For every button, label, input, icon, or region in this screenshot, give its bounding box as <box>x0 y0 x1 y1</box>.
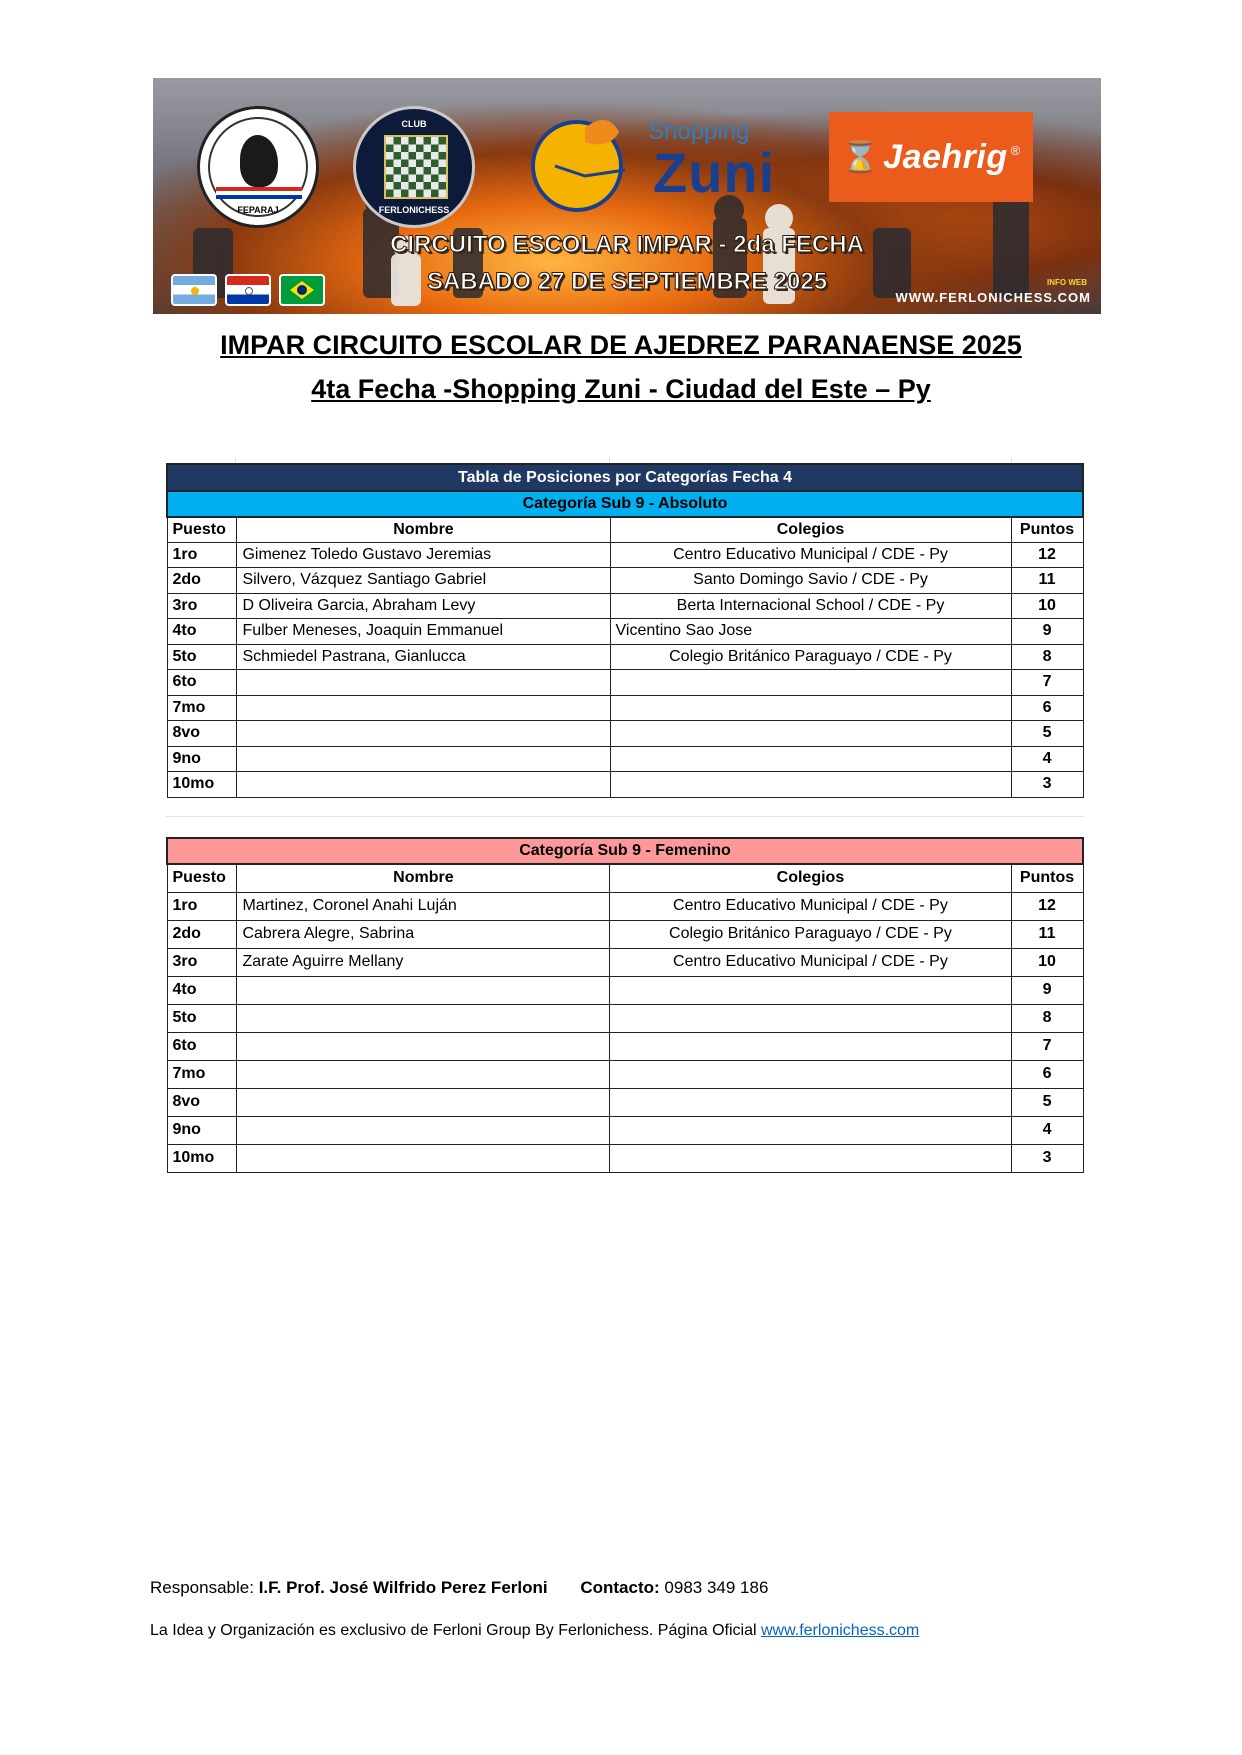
cell-colegio <box>610 1032 1011 1060</box>
cell-puntos: 12 <box>1011 892 1083 920</box>
cell-nombre: Fulber Meneses, Joaquin Emmanuel <box>237 619 610 645</box>
cell-nombre <box>237 1060 610 1088</box>
brazil-flag-icon <box>279 274 325 306</box>
cell-puntos: 9 <box>1011 976 1083 1004</box>
table-row <box>167 1004 1083 1032</box>
cell-nombre <box>237 746 610 772</box>
hourglass-icon: ⌛ <box>841 140 880 174</box>
cell-colegio <box>610 1144 1011 1172</box>
cell-puntos: 5 <box>1011 721 1083 747</box>
cell-nombre: Cabrera Alegre, Sabrina <box>237 920 610 948</box>
page-title: IMPAR CIRCUITO ESCOLAR DE AJEDREZ PARANAENSE 2025 <box>220 330 1022 360</box>
cell-nombre <box>237 670 610 696</box>
cell-nombre <box>237 1004 610 1032</box>
column-header-row <box>167 864 1083 892</box>
cell-colegio <box>610 772 1011 798</box>
cell-nombre: Martinez, Coronel Anahi Luján <box>237 892 610 920</box>
cell-puntos: 7 <box>1011 1032 1083 1060</box>
cell-puesto: 3ro <box>167 948 237 976</box>
cell-colegio <box>610 1116 1011 1144</box>
page-subtitle: 4ta Fecha -Shopping Zuni - Ciudad del Este – Py <box>311 374 931 404</box>
cell-colegio <box>610 721 1011 747</box>
cell-colegio: Centro Educativo Municipal / CDE - Py <box>610 892 1011 920</box>
table-title: Tabla de Posiciones por Categorías Fecha 4 <box>167 464 1083 491</box>
cell-puntos: 8 <box>1011 644 1083 670</box>
cell-puntos: 4 <box>1011 1116 1083 1144</box>
cell-colegio <box>610 695 1011 721</box>
cell-colegio: Centro Educativo Municipal / CDE - Py <box>610 948 1011 976</box>
cell-nombre <box>237 1144 610 1172</box>
col-header-colegios: Colegios <box>610 517 1011 543</box>
table-row <box>167 644 1083 670</box>
contacto-label: Contacto: <box>580 1578 660 1597</box>
table-row <box>167 976 1083 1004</box>
cell-puntos: 7 <box>1011 670 1083 696</box>
cell-puntos: 11 <box>1011 920 1083 948</box>
chess-knight-icon <box>240 135 278 187</box>
cell-nombre: Silvero, Vázquez Santiago Gabriel <box>237 568 610 594</box>
cell-puesto: 10mo <box>167 1144 237 1172</box>
shopping-word: Shopping <box>648 118 750 145</box>
club-name: FERLONICHESS <box>378 205 450 215</box>
cell-puntos: 9 <box>1011 619 1083 645</box>
club-label: CLUB <box>401 119 427 129</box>
cell-nombre <box>237 1116 610 1144</box>
cell-puntos: 6 <box>1011 695 1083 721</box>
cell-nombre: D Oliveira Garcia, Abraham Levy <box>237 593 610 619</box>
cell-colegio <box>610 1004 1011 1032</box>
cell-puesto: 8vo <box>167 721 237 747</box>
table-row <box>167 920 1083 948</box>
cell-nombre <box>237 976 610 1004</box>
event-banner <box>153 78 1101 314</box>
cell-colegio: Santo Domingo Savio / CDE - Py <box>610 568 1011 594</box>
category-row <box>167 838 1083 864</box>
cell-puesto: 1ro <box>167 892 237 920</box>
info-web-label: INFO WEB <box>1047 278 1087 287</box>
feparaj-logo <box>197 106 319 228</box>
cell-colegio <box>610 670 1011 696</box>
banner-date-line: SABADO 27 DE SEPTIEMBRE 2025 <box>426 268 828 295</box>
cell-colegio: Colegio Británico Paraguayo / CDE - Py <box>610 920 1011 948</box>
cell-nombre: Gimenez Toledo Gustavo Jeremias <box>237 542 610 568</box>
cell-puesto: 6to <box>167 1032 237 1060</box>
cell-puntos: 10 <box>1011 593 1083 619</box>
table-title-row <box>167 464 1083 491</box>
jaehrig-name: Jaehrig <box>883 137 1008 176</box>
cell-puesto: 2do <box>167 920 237 948</box>
banner-web-url: WWW.FERLONICHESS.COM <box>895 290 1091 305</box>
cell-nombre <box>237 1088 610 1116</box>
table-row <box>167 721 1083 747</box>
cell-nombre: Zarate Aguirre Mellany <box>237 948 610 976</box>
table-row <box>167 670 1083 696</box>
cell-puntos: 3 <box>1011 1144 1083 1172</box>
footer-organization-line <box>150 1622 919 1640</box>
col-header-nombre: Nombre <box>237 864 610 892</box>
feparaj-short-label: FEPARAJ <box>237 205 279 215</box>
category-title: Categoría Sub 9 - Femenino <box>167 838 1083 864</box>
chessboard-icon <box>384 135 448 199</box>
table-row <box>167 568 1083 594</box>
cell-puesto: 6to <box>167 670 237 696</box>
cell-puesto: 10mo <box>167 772 237 798</box>
banner-event-line: CIRCUITO ESCOLAR IMPAR - 2da FECHA <box>390 231 864 258</box>
responsable-label: Responsable: <box>150 1578 254 1597</box>
cell-puntos: 12 <box>1011 542 1083 568</box>
cell-nombre <box>237 721 610 747</box>
col-header-puesto: Puesto <box>167 864 237 892</box>
cell-puesto: 7mo <box>167 695 237 721</box>
cell-colegio <box>610 1088 1011 1116</box>
cell-puesto: 7mo <box>167 1060 237 1088</box>
registered-mark: ® <box>1010 142 1021 158</box>
cell-puesto: 9no <box>167 746 237 772</box>
table-row <box>167 948 1083 976</box>
standings-table-sub9-absoluto <box>166 463 1084 798</box>
cell-puntos: 11 <box>1011 568 1083 594</box>
cell-puntos: 6 <box>1011 1060 1083 1088</box>
cell-puesto: 1ro <box>167 542 237 568</box>
cell-puesto: 5to <box>167 644 237 670</box>
cell-puesto: 5to <box>167 1004 237 1032</box>
cell-nombre <box>237 772 610 798</box>
cell-puesto: 9no <box>167 1116 237 1144</box>
cell-colegio <box>610 1060 1011 1088</box>
cell-puntos: 10 <box>1011 948 1083 976</box>
organization-text: La Idea y Organización es exclusivo de Ferloni Group By Ferlonichess. Página Oficial <box>150 1622 757 1639</box>
table-row <box>167 695 1083 721</box>
cell-puntos: 5 <box>1011 1088 1083 1116</box>
column-header-row <box>167 517 1083 543</box>
cell-colegio: Berta Internacional School / CDE - Py <box>610 593 1011 619</box>
table-row <box>167 746 1083 772</box>
cell-puntos: 3 <box>1011 772 1083 798</box>
cell-colegio: Vicentino Sao Jose <box>610 619 1011 645</box>
cell-colegio: Colegio Británico Paraguayo / CDE - Py <box>610 644 1011 670</box>
cell-puesto: 4to <box>167 976 237 1004</box>
cell-nombre: Schmiedel Pastrana, Gianlucca <box>237 644 610 670</box>
paraguay-flag-icon <box>225 274 271 306</box>
table-row <box>167 542 1083 568</box>
table-row <box>167 1144 1083 1172</box>
col-header-puesto: Puesto <box>167 517 237 543</box>
category-row <box>167 491 1083 517</box>
contacto-value: 0983 349 186 <box>664 1578 769 1597</box>
argentina-flag-icon <box>171 274 217 306</box>
table-row <box>167 619 1083 645</box>
cell-puntos: 4 <box>1011 746 1083 772</box>
jaehrig-logo <box>829 112 1033 202</box>
cell-puesto: 3ro <box>167 593 237 619</box>
table-row <box>167 1088 1083 1116</box>
cell-nombre <box>237 1032 610 1060</box>
ferlonichess-club-logo <box>353 106 475 228</box>
col-header-nombre: Nombre <box>237 517 610 543</box>
official-site-link[interactable]: www.ferlonichess.com <box>760 1622 920 1639</box>
cell-colegio <box>610 976 1011 1004</box>
cell-puntos: 8 <box>1011 1004 1083 1032</box>
table-row <box>167 1116 1083 1144</box>
table-row <box>167 1060 1083 1088</box>
category-title: Categoría Sub 9 - Absoluto <box>167 491 1083 517</box>
table-row <box>167 1032 1083 1060</box>
cell-puesto: 8vo <box>167 1088 237 1116</box>
cell-puesto: 4to <box>167 619 237 645</box>
zuni-word: Zuni <box>653 141 776 204</box>
cell-colegio: Centro Educativo Municipal / CDE - Py <box>610 542 1011 568</box>
responsable-name: I.F. Prof. José Wilfrido Perez Ferloni <box>258 1578 548 1597</box>
cell-colegio <box>610 746 1011 772</box>
table-row <box>167 593 1083 619</box>
standings-table-sub9-femenino <box>166 837 1084 1173</box>
cell-nombre <box>237 695 610 721</box>
table-row <box>167 772 1083 798</box>
col-header-colegios: Colegios <box>610 864 1011 892</box>
col-header-puntos: Puntos <box>1011 864 1083 892</box>
grid-line <box>166 816 1084 817</box>
table-row <box>167 892 1083 920</box>
zuni-logo-icon <box>525 106 635 216</box>
cell-puesto: 2do <box>167 568 237 594</box>
footer-responsable-line <box>150 1578 768 1598</box>
col-header-puntos: Puntos <box>1011 517 1083 543</box>
